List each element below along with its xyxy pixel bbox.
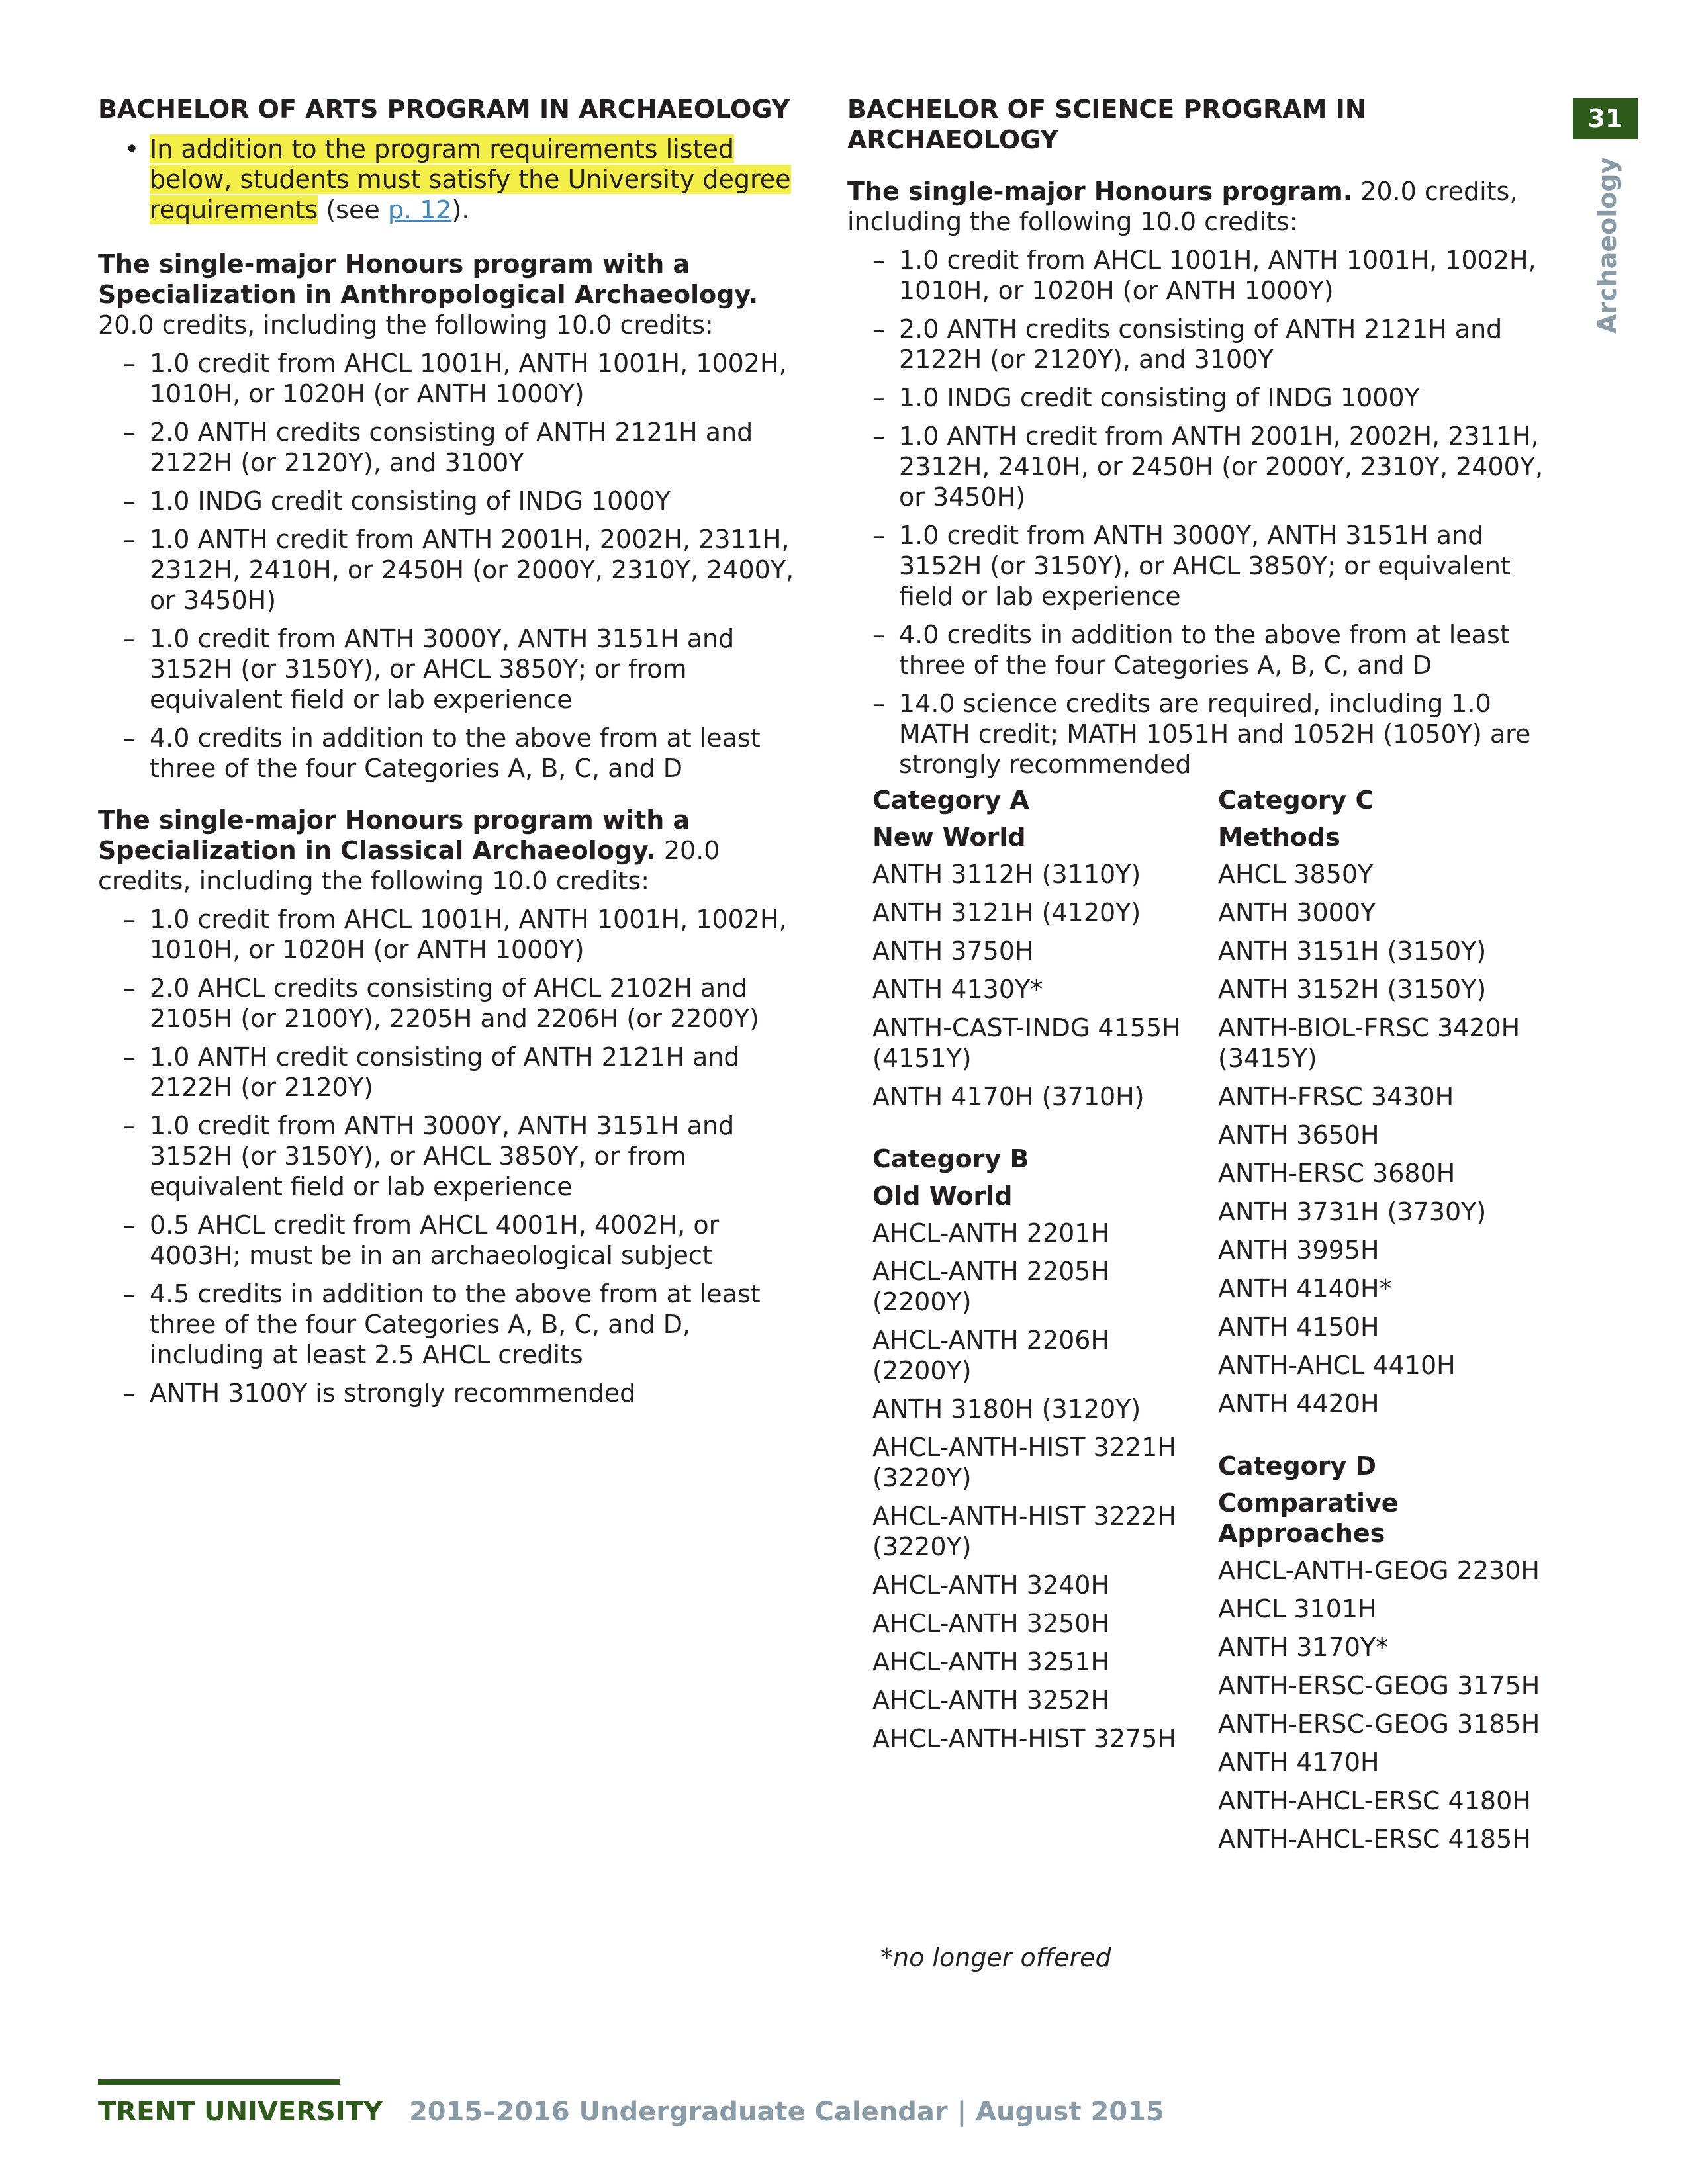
bsc-title: The single-major Honours program. (847, 177, 1353, 206)
requirement-text: 1.0 INDG credit consisting of INDG 1000Y (899, 383, 1420, 412)
requirement-text: 1.0 credit from AHCL 1001H, ANTH 1001H, 1002H, 1010H, or 1020H (or ANTH 1000Y) (150, 905, 787, 964)
footnote: *no longer offered (880, 1943, 1111, 1972)
course-item: ANTH-AHCL 4410H (1218, 1351, 1456, 1380)
dash-icon: – (123, 1379, 136, 1408)
side-tab-label: Archaeology (1593, 157, 1622, 334)
course-item: ANTH 3180H (3120Y) (872, 1394, 1141, 1424)
dash-icon: – (123, 1279, 136, 1308)
course-item: AHCL-ANTH 2206H (2200Y) (872, 1326, 1110, 1385)
dash-icon: – (123, 905, 136, 934)
category-a-list (872, 859, 1203, 1112)
prog1-list (98, 348, 813, 784)
footer-calendar: 2015–2016 Undergraduate Calendar | August 2015 (408, 2097, 1164, 2127)
left-column (98, 94, 813, 1430)
category-d-list (1218, 1555, 1549, 1854)
course-item: ANTH 3650H (1218, 1120, 1380, 1150)
course-item: ANTH 3995H (1218, 1236, 1380, 1265)
course-item: AHCL-ANTH 3251H (872, 1647, 1110, 1676)
dash-icon: – (872, 314, 885, 343)
category-c (1218, 785, 1549, 1419)
course-item: ANTH 4170H (3710H) (872, 1082, 1145, 1111)
prog2-list (98, 904, 813, 1408)
category-c-subtitle: Methods (1218, 823, 1340, 852)
dash-icon: – (872, 422, 885, 451)
course-item: ANTH 3000Y (1218, 898, 1376, 927)
course-item: AHCL-ANTH-HIST 3222H (3220Y) (872, 1502, 1176, 1561)
category-b-title: Category B (872, 1144, 1029, 1173)
bullet-icon: • (124, 134, 140, 163)
course-item: AHCL-ANTH-HIST 3221H (3220Y) (872, 1433, 1176, 1492)
right-column (847, 94, 1562, 801)
note-see: (see (318, 195, 388, 224)
course-item: AHCL-ANTH 2205H (2200Y) (872, 1257, 1110, 1316)
requirement-text: 4.0 credits in addition to the above from at least three of the four Categories A, B, C, and D (150, 723, 761, 783)
dash-icon: – (123, 974, 136, 1003)
footer-university: TRENT UNIVERSITY (98, 2097, 383, 2127)
dash-icon: – (123, 486, 136, 516)
category-d-title: Category D (1218, 1451, 1377, 1480)
prog2-credits: 20.0 credits, including the following 10.0 credits: (98, 836, 720, 895)
course-item: AHCL-ANTH 3240H (872, 1570, 1110, 1600)
requirement-item (98, 1111, 813, 1202)
course-item: ANTH-ERSC-GEOG 3185H (1218, 1709, 1540, 1739)
requirement-text: 4.5 credits in addition to the above from at least three of the four Categories A, B, C, and D, including at least 2.5 AHCL credits (150, 1279, 761, 1369)
course-item: AHCL 3850Y (1218, 860, 1374, 889)
footer (98, 2097, 1164, 2127)
requirement-item (98, 904, 813, 965)
requirement-text: 1.0 ANTH credit from ANTH 2001H, 2002H, 2311H, 2312H, 2410H, or 2450H (or 2000Y, 2310Y, 2400Y, or 3450H) (150, 525, 794, 615)
categories-right (1218, 785, 1549, 1886)
dash-icon: – (123, 525, 136, 554)
dash-icon: – (872, 246, 885, 275)
requirement-text: 2.0 AHCL credits consisting of AHCL 2102H and 2105H (or 2100Y), 2205H and 2206H (or 2200Y) (150, 974, 759, 1033)
requirement-item (98, 1378, 813, 1408)
requirement-item (98, 723, 813, 784)
requirement-item (847, 520, 1562, 612)
category-a (872, 785, 1203, 1112)
course-item: ANTH-AHCL-ERSC 4185H (1218, 1825, 1531, 1854)
bsc-list (847, 245, 1562, 780)
prog2-intro (98, 805, 813, 896)
course-item: ANTH 3750H (872, 936, 1034, 966)
course-item: ANTH 3170Y* (1218, 1633, 1389, 1662)
requirement-text: 0.5 AHCL credit from AHCL 4001H, 4002H, or 4003H; must be in an archaeological subject (150, 1210, 720, 1270)
course-item: ANTH 3112H (3110Y) (872, 860, 1141, 889)
course-item: ANTH 3151H (3150Y) (1218, 936, 1487, 966)
requirement-item (847, 619, 1562, 680)
requirement-item (847, 688, 1562, 780)
dash-icon: – (872, 383, 885, 412)
requirement-text: 14.0 science credits are required, including 1.0 MATH credit; MATH 1051H and 1052H (1050Y) are strongly recommended (899, 689, 1531, 779)
dash-icon: – (123, 418, 136, 447)
requirement-text: 1.0 credit from ANTH 3000Y, ANTH 3151H and 3152H (or 3150Y), or AHCL 3850Y; or equivalent field or lab experience (899, 521, 1511, 611)
course-item: ANTH 4170H (1218, 1748, 1380, 1777)
course-item: AHCL-ANTH-HIST 3275H (872, 1724, 1176, 1753)
prog1-credits: 20.0 credits, including the following 10.0 credits: (98, 310, 714, 340)
course-item: ANTH 4420H (1218, 1389, 1380, 1418)
course-item: ANTH 4130Y* (872, 975, 1043, 1004)
category-a-subtitle: New World (872, 823, 1026, 852)
side-tab (1587, 157, 1622, 341)
requirement-text: 1.0 credit from ANTH 3000Y, ANTH 3151H and 3152H (or 3150Y), or AHCL 3850Y, or from equivalent field or lab experience (150, 1111, 735, 1201)
course-item: AHCL 3101H (1218, 1594, 1377, 1623)
requirement-item (98, 348, 813, 409)
dash-icon: – (123, 723, 136, 752)
prog1-title: The single-major Honours program with a Specialization in Anthropological Archaeology. (98, 250, 759, 309)
requirement-text: 1.0 credit from AHCL 1001H, ANTH 1001H, 1002H, 1010H, or 1020H (or ANTH 1000Y) (899, 246, 1536, 305)
requirement-text: ANTH 3100Y is strongly recommended (150, 1379, 636, 1408)
requirement-text: 1.0 ANTH credit from ANTH 2001H, 2002H, 2311H, 2312H, 2410H, or 2450H (or 2000Y, 2310Y, 2400Y, or 3450H) (899, 422, 1544, 512)
course-item: AHCL-ANTH-GEOG 2230H (1218, 1556, 1540, 1585)
course-item: ANTH 3152H (3150Y) (1218, 975, 1487, 1004)
dash-icon: – (123, 1111, 136, 1140)
requirement-item (98, 486, 813, 516)
requirement-text: 1.0 INDG credit consisting of INDG 1000Y (150, 486, 671, 516)
course-item: ANTH 3121H (4120Y) (872, 898, 1141, 927)
category-b-subtitle: Old World (872, 1181, 1013, 1210)
dash-icon: – (123, 1042, 136, 1071)
dash-icon: – (123, 1210, 136, 1240)
course-item: ANTH 3731H (3730Y) (1218, 1197, 1487, 1226)
bsc-heading: BACHELOR OF SCIENCE PROGRAM IN ARCHAEOLOGY (847, 95, 1366, 154)
course-item: ANTH-AHCL-ERSC 4180H (1218, 1786, 1531, 1815)
requirement-text: 2.0 ANTH credits consisting of ANTH 2121H and 2122H (or 2120Y), and 3100Y (899, 314, 1503, 374)
course-item: ANTH-ERSC-GEOG 3175H (1218, 1671, 1540, 1700)
requirement-item (847, 245, 1562, 306)
bsc-credits: 20.0 credits, including the following 10.0 credits: (847, 177, 1518, 236)
requirement-item (847, 314, 1562, 375)
footer-rule (98, 2079, 340, 2085)
requirements-note (98, 134, 813, 225)
requirement-text: 1.0 ANTH credit consisting of ANTH 2121H and 2122H (or 2120Y) (150, 1042, 740, 1102)
highlighted-note: In addition to the program requirements listed below, students must satisfy the University degree requirements (150, 134, 791, 224)
requirement-item (98, 1042, 813, 1103)
course-item: ANTH-FRSC 3430H (1218, 1082, 1454, 1111)
category-a-title: Category A (872, 786, 1029, 815)
course-item: AHCL-ANTH 3250H (872, 1609, 1110, 1638)
requirement-text: 1.0 credit from ANTH 3000Y, ANTH 3151H and 3152H (or 3150Y), or AHCL 3850Y; or from equivalent field or lab experience (150, 624, 735, 714)
dash-icon: – (123, 624, 136, 653)
category-d (1218, 1451, 1549, 1854)
ba-heading: BACHELOR OF ARTS PROGRAM IN ARCHAEOLOGY (98, 95, 790, 124)
page-number: 31 (1573, 98, 1638, 139)
course-item: AHCL-ANTH 3252H (872, 1686, 1110, 1715)
course-item: ANTH 4150H (1218, 1312, 1380, 1342)
category-b-list (872, 1218, 1203, 1754)
course-item: ANTH-BIOL-FRSC 3420H (3415Y) (1218, 1013, 1521, 1073)
course-item: ANTH-ERSC 3680H (1218, 1159, 1456, 1188)
category-c-title: Category C (1218, 786, 1374, 815)
requirement-item (98, 623, 813, 715)
dash-icon: – (123, 349, 136, 378)
requirement-text: 2.0 ANTH credits consisting of ANTH 2121H and 2122H (or 2120Y), and 3100Y (150, 418, 753, 477)
requirement-item (98, 417, 813, 478)
requirement-text: 4.0 credits in addition to the above from at least three of the four Categories A, B, C, and D (899, 620, 1510, 680)
requirement-item (98, 973, 813, 1034)
prog2-title: The single-major Honours program with a Specialization in Classical Archaeology. (98, 805, 690, 865)
dash-icon: – (872, 689, 885, 718)
requirement-item (98, 1210, 813, 1271)
requirement-text: 1.0 credit from AHCL 1001H, ANTH 1001H, 1002H, 1010H, or 1020H (or ANTH 1000Y) (150, 349, 787, 408)
prog1-intro (98, 249, 813, 340)
category-d-subtitle: Comparative Approaches (1218, 1488, 1399, 1548)
bsc-intro (847, 176, 1562, 237)
dash-icon: – (872, 620, 885, 649)
requirement-item (98, 1279, 813, 1370)
dash-icon: – (872, 521, 885, 550)
course-item: ANTH 4140H* (1218, 1274, 1392, 1303)
requirement-item (98, 524, 813, 615)
requirement-item (847, 383, 1562, 413)
category-c-list (1218, 859, 1549, 1419)
categories-left (872, 785, 1203, 1786)
course-item: ANTH-CAST-INDG 4155H (4151Y) (872, 1013, 1181, 1073)
course-item: AHCL-ANTH 2201H (872, 1218, 1110, 1248)
category-b (872, 1144, 1203, 1754)
page-link[interactable]: p. 12 (387, 195, 452, 224)
requirement-item (847, 421, 1562, 512)
note-end: ). (451, 195, 470, 224)
